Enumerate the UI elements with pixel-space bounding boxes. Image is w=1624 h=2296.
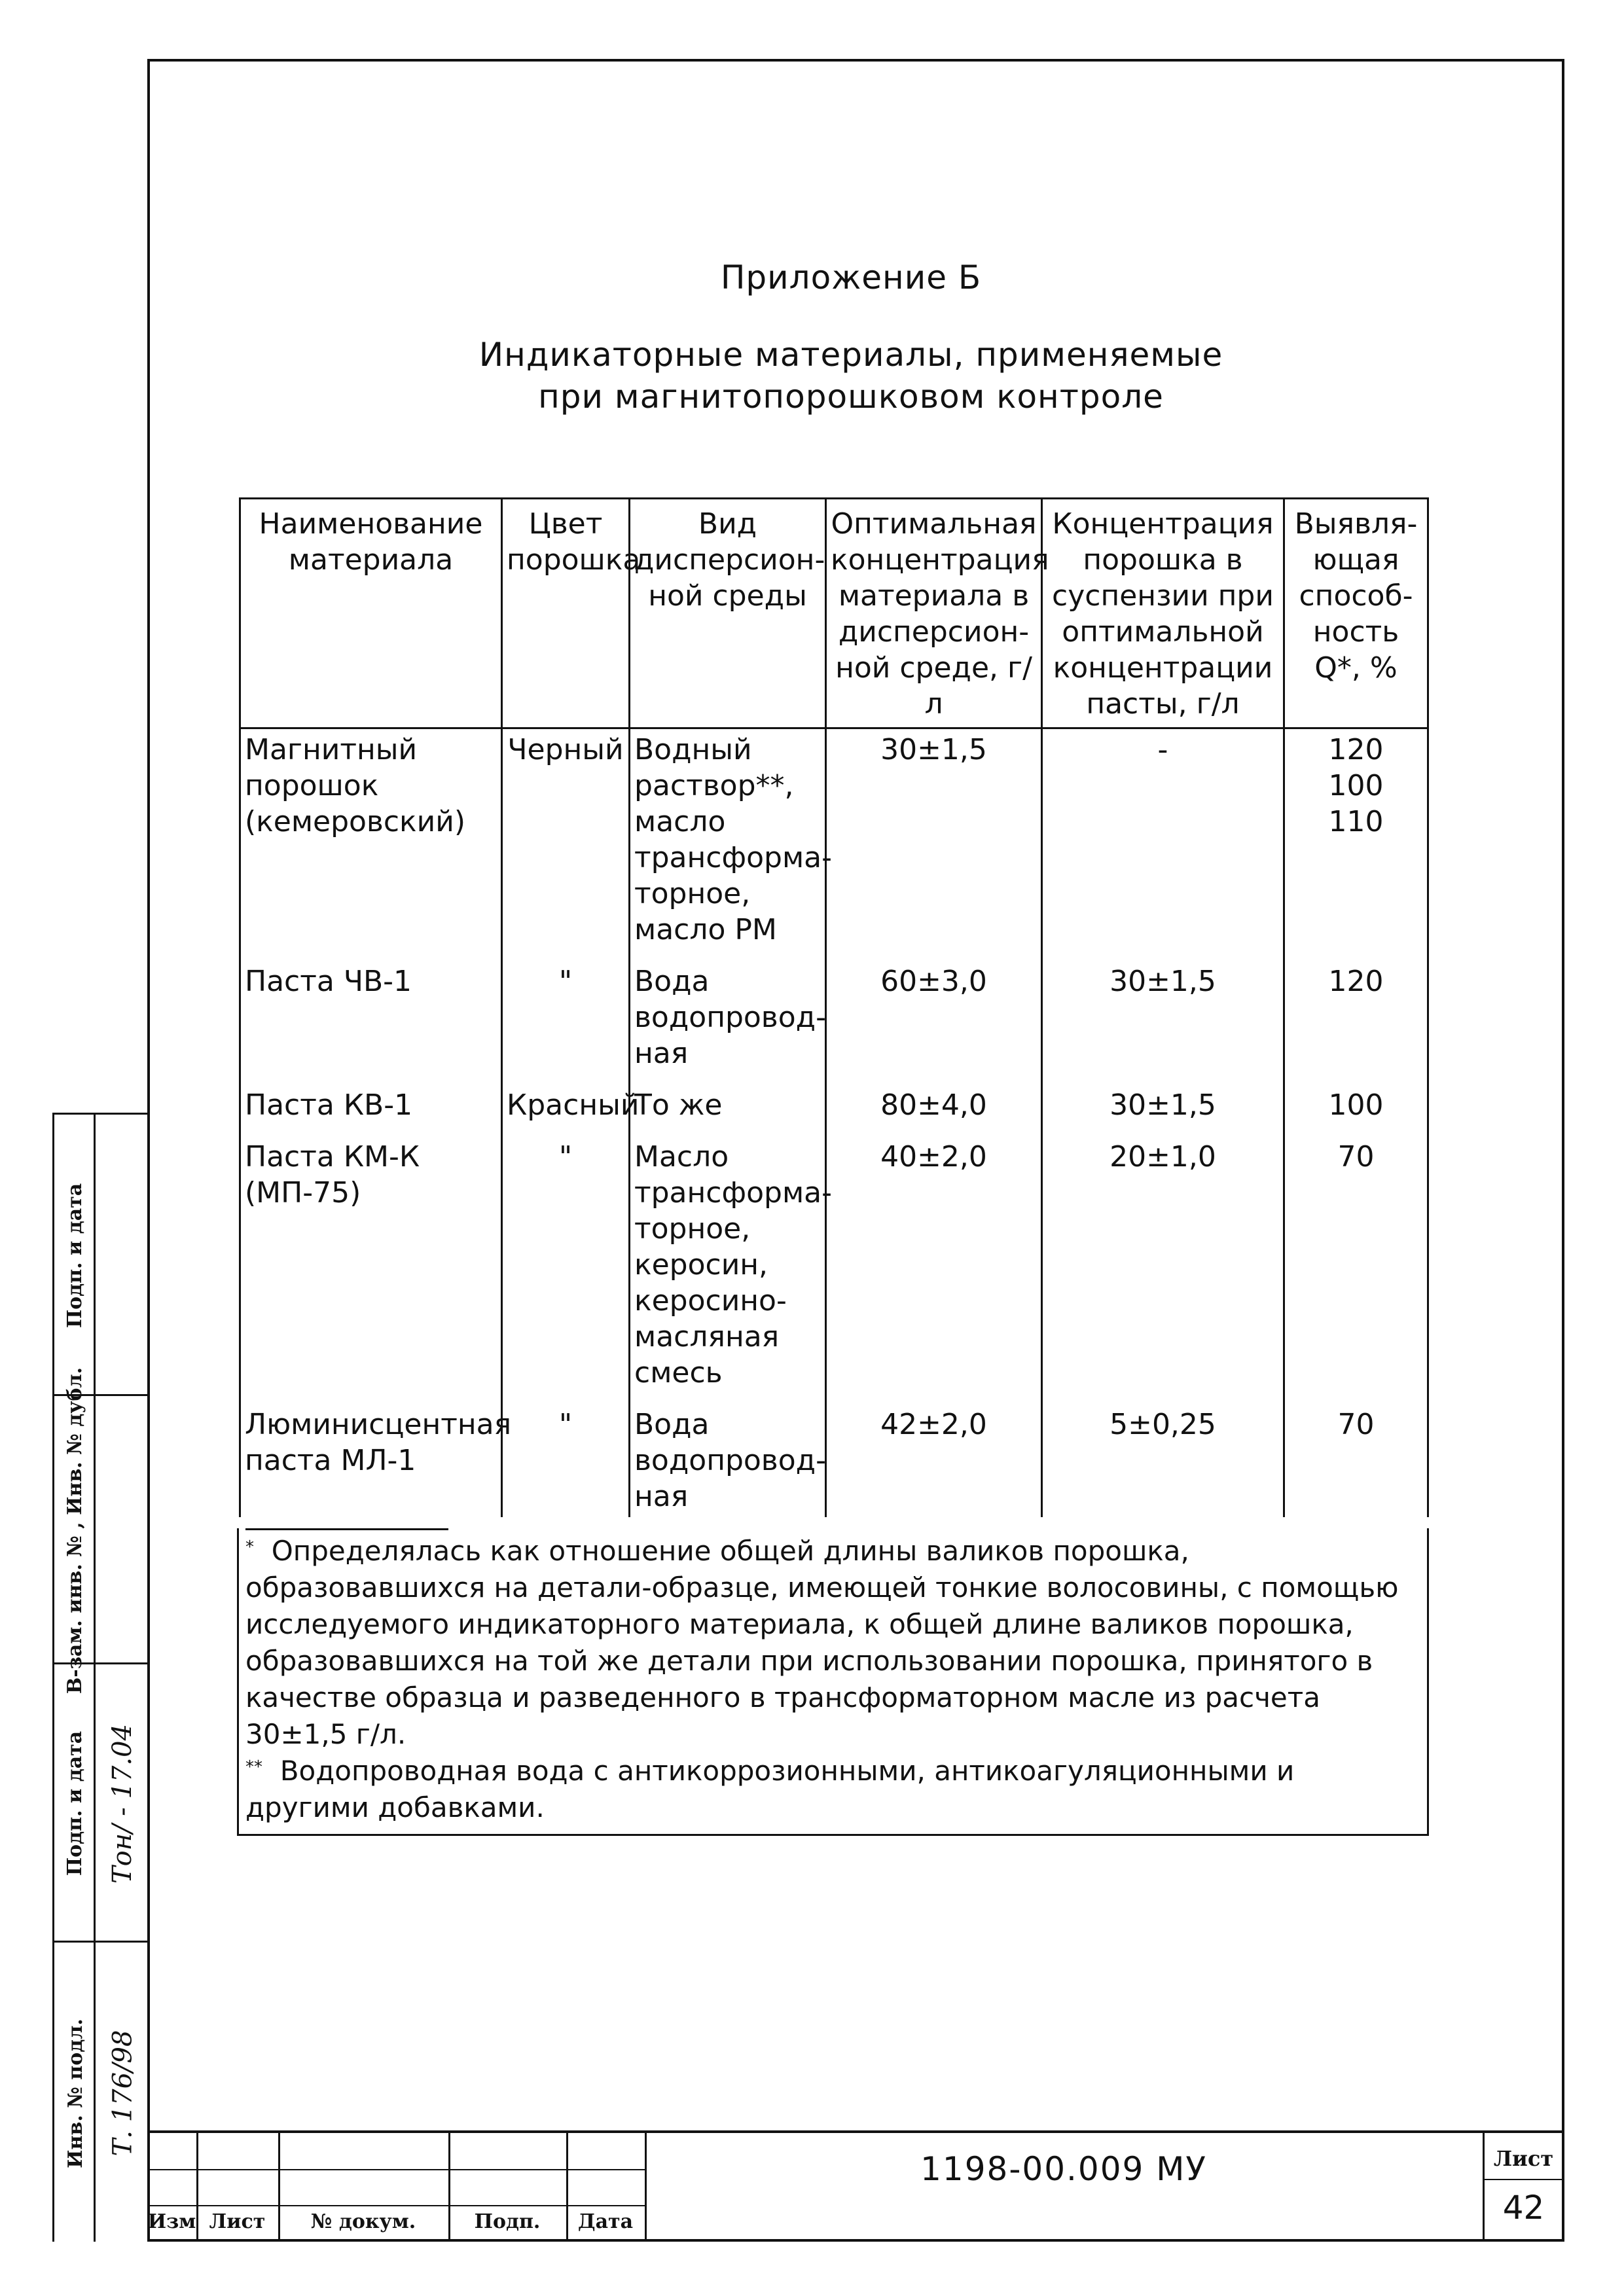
sheet-label: Лист	[1493, 2146, 1554, 2171]
title-block-data: Дата	[577, 2210, 634, 2233]
stamp-cell-vzam-inv	[54, 1367, 149, 1694]
table-row	[240, 728, 1428, 961]
powder-color: "	[502, 961, 630, 1085]
optimal-concentration: 80±4,0	[826, 1085, 1042, 1136]
dispersion-medium: Масло трансформа-торное, керосин, керосино-масляная смесь	[630, 1136, 826, 1404]
stamp-inv-number: Т. 176/98	[107, 2030, 137, 2157]
detection-ability: 120 100 110	[1284, 728, 1428, 961]
stamp-inv-podl: Инв. № подл.	[63, 2018, 87, 2168]
footnote-1-mark: *	[245, 1537, 254, 1557]
header-detection-ability: Выявля-ющая способ-ность Q*, %	[1284, 499, 1428, 728]
material-name: Паста КВ-1	[240, 1085, 502, 1136]
title-block-n-dokum: № докум.	[310, 2210, 416, 2233]
dispersion-medium: Водный раствор**, масло трансформа-торное, масло РМ	[630, 728, 826, 961]
detection-ability: 70	[1284, 1404, 1428, 1517]
dispersion-medium: Вода водопровод-ная	[630, 1404, 826, 1517]
powder-concentration: 30±1,5	[1042, 1085, 1284, 1136]
table-row	[240, 1085, 1428, 1136]
optimal-concentration: 30±1,5	[826, 728, 1042, 961]
stamp-cell-inv-podl	[54, 1943, 149, 2244]
stamp-podp-i-data-1: Подп. и дата	[63, 1183, 87, 1328]
powder-concentration: 20±1,0	[1042, 1136, 1284, 1404]
table-row	[240, 1404, 1428, 1517]
optimal-concentration: 40±2,0	[826, 1136, 1042, 1404]
table-row	[240, 1136, 1428, 1404]
appendix-title: Приложение Б	[720, 259, 982, 296]
footnote-2-text: Водопроводная вода с антикоррозионными, антикоагуляционными и другими добавками.	[245, 1755, 1295, 1823]
material-name: Магнитный порошок (кемеровский)	[240, 728, 502, 961]
detection-ability: 120	[1284, 961, 1428, 1085]
footnote-2	[245, 1753, 1420, 1826]
header-optimal-concentration: Оптимальная концентрация материала в дисперсион-ной среде, г/л	[826, 499, 1042, 728]
material-name: Паста ЧВ-1	[240, 961, 502, 1085]
footnote-2-mark: **	[245, 1757, 262, 1777]
powder-concentration: 30±1,5	[1042, 961, 1284, 1085]
dispersion-medium: То же	[630, 1085, 826, 1136]
footnote-1-text: Определялась как отношение общей длины валиков порошка, образовавшихся на детали-образце, имеющей тонкие волосовины, с помощью исследуемого индикаторного материала, к общей длине валиков порошка, образовавшихся на той же детали при использовании порошка, принятого в качестве образца и разведенного в трансформаторном масле из расчета 30±1,5 г/л.	[245, 1535, 1399, 1750]
material-name: Люминисцентная паста МЛ-1	[240, 1404, 502, 1517]
stamp-cell-podp-1	[54, 1115, 149, 1396]
table-title	[419, 334, 1283, 418]
powder-concentration: -	[1042, 728, 1284, 961]
powder-color: Черный	[502, 728, 630, 961]
dispersion-medium: Вода водопровод-ная	[630, 961, 826, 1085]
powder-concentration: 5±0,25	[1042, 1404, 1284, 1517]
powder-color: "	[502, 1404, 630, 1517]
detection-ability: 100	[1284, 1085, 1428, 1136]
powder-color: Красный	[502, 1085, 630, 1136]
sheet-number: 42	[1502, 2189, 1545, 2227]
title-block	[147, 2130, 1564, 2242]
table-header-row	[240, 499, 1428, 728]
material-name: Паста КМ-К (МП-75)	[240, 1136, 502, 1404]
title-block-izm: Изм	[147, 2210, 196, 2233]
header-powder-concentration: Концентрация порошка в суспензии при оптимальной концентрации пасты, г/л	[1042, 499, 1284, 728]
title-block-podp: Подп.	[474, 2210, 541, 2233]
materials-table	[239, 497, 1429, 1517]
stamp-vzam-inv: В-зам. инв. № , Инв. № дубл.	[63, 1367, 87, 1694]
stamp-signature: Тон/ - 17.04	[107, 1723, 138, 1884]
stamp-podp-i-data-2: Подп. и дата	[63, 1731, 87, 1876]
header-material-name: Наименование материала	[240, 499, 502, 728]
optimal-concentration: 42±2,0	[826, 1404, 1042, 1517]
detection-ability: 70	[1284, 1136, 1428, 1404]
optimal-concentration: 60±3,0	[826, 961, 1042, 1085]
footnotes	[237, 1528, 1429, 1836]
table-row	[240, 961, 1428, 1085]
header-dispersion-medium: Вид дисперсион-ной среды	[630, 499, 826, 728]
table-title-line-1: Индикаторные материалы, применяемые	[478, 336, 1223, 374]
title-block-list: Лист	[209, 2210, 266, 2233]
stamp-cell-podp-2	[54, 1664, 149, 1943]
footnote-divider	[245, 1528, 448, 1530]
header-powder-color: Цвет порошка	[502, 499, 630, 728]
footnote-1	[245, 1533, 1420, 1753]
left-margin-stamp	[52, 1113, 147, 2242]
powder-color: "	[502, 1136, 630, 1404]
document-code: 1198-00.009 МУ	[920, 2150, 1207, 2188]
table-title-line-2: при магнитопорошковом контроле	[538, 378, 1164, 416]
